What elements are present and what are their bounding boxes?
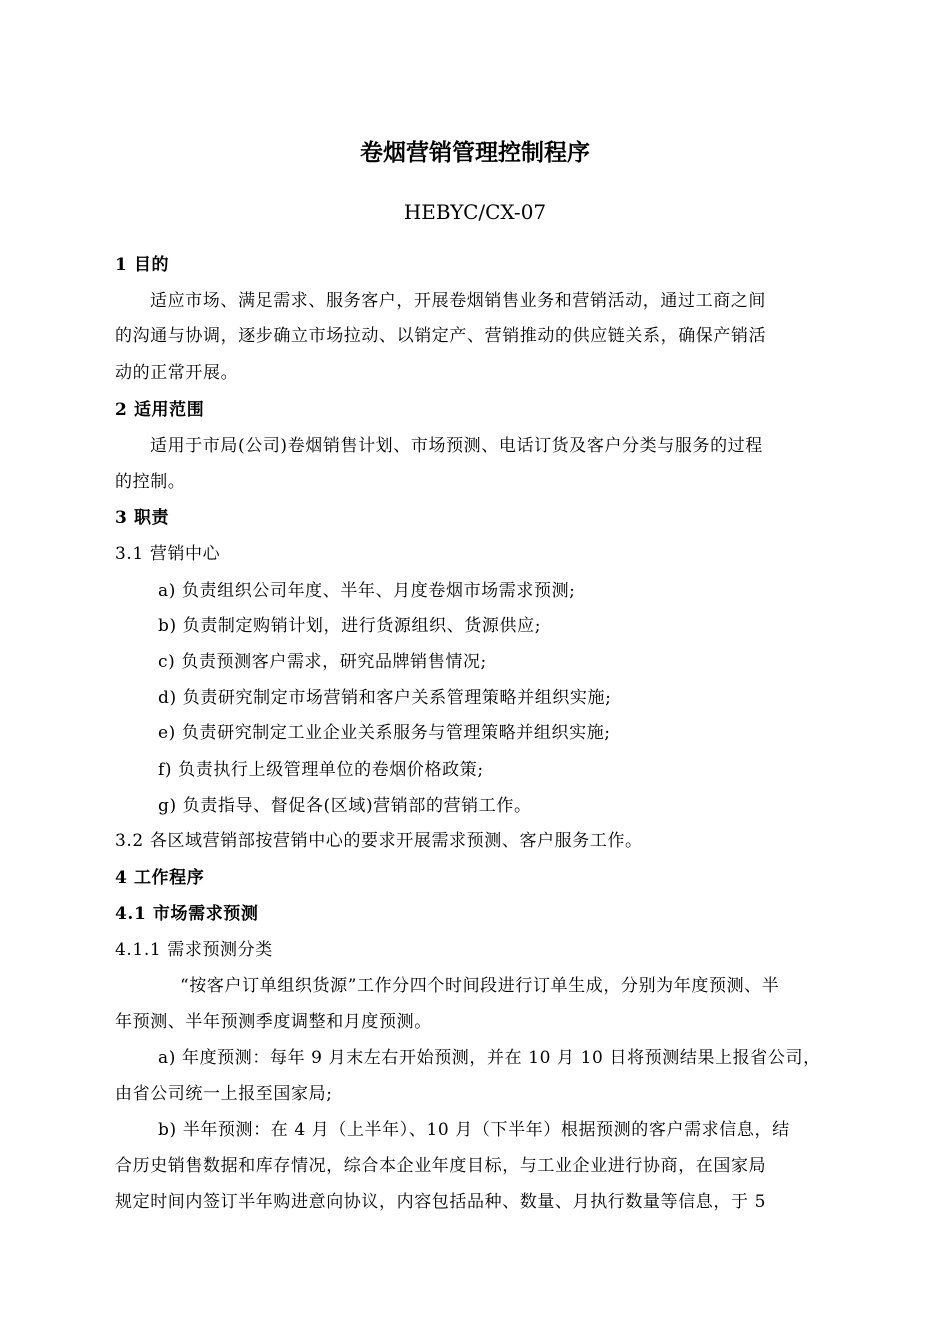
section-heading-2: 2 适用范围	[115, 400, 205, 420]
subsection-heading: 4.1 市场需求预测	[115, 904, 259, 924]
list-item: c) 负责预测客户需求，研究品牌销售情况;	[158, 652, 487, 672]
paragraph-line: 的控制。	[115, 472, 186, 492]
paragraph-line: 动的正常开展。	[115, 363, 239, 383]
list-item: d) 负责研究制定市场营销和客户关系管理策略并组织实施;	[158, 688, 612, 708]
section-heading-1: 1 目的	[115, 255, 170, 275]
paragraph-line: a) 年度预测：每年 9 月末左右开始预测，并在 10 月 10 日将预测结果上报省公司，	[158, 1048, 821, 1068]
list-item: e) 负责研究制定工业企业关系服务与管理策略并组织实施;	[158, 723, 611, 743]
paragraph-line: 合历史销售数据和库存情况，综合本企业年度目标，与工业企业进行协商，在国家局	[115, 1156, 767, 1176]
document-title: 卷烟营销管理控制程序	[360, 139, 590, 166]
paragraph-line: 适应市场、满足需求、服务客户，开展卷烟销售业务和营销活动，通过工商之间	[150, 291, 766, 311]
paragraph-line: b) 半年预测：在 4 月（上半年）、10 月（下半年）根据预测的客户需求信息，结	[158, 1120, 790, 1140]
subsection-heading: 3.2 各区域营销部按营销中心的要求开展需求预测、客户服务工作。	[115, 831, 643, 851]
paragraph-line: 规定时间内签订半年购进意向协议，内容包括品种、数量、月执行数量等信息，于 5	[115, 1192, 767, 1212]
list-item: b) 负责制定购销计划，进行货源组织、货源供应;	[158, 616, 542, 636]
paragraph-line: 由省公司统一上报至国家局;	[115, 1084, 333, 1104]
section-heading-3: 3 职责	[115, 508, 170, 528]
section-heading-4: 4 工作程序	[115, 868, 205, 888]
list-item: g) 负责指导、督促各(区域)营销部的营销工作。	[158, 796, 532, 816]
paragraph-line: 年预测、半年预测季度调整和月度预测。	[115, 1012, 432, 1032]
paragraph-line: “按客户订单组织货源”工作分四个时间段进行订单生成，分别为年度预测、半	[180, 976, 780, 996]
subsection-heading: 3.1 营销中心	[115, 544, 221, 564]
subsection-heading: 4.1.1 需求预测分类	[115, 940, 273, 960]
document-code: HEBYC/CX-07	[403, 200, 547, 224]
list-item: a) 负责组织公司年度、半年、月度卷烟市场需求预测;	[158, 581, 576, 601]
paragraph-line: 适用于市局(公司)卷烟销售计划、市场预测、电话订货及客户分类与服务的过程	[150, 436, 763, 456]
list-item: f) 负责执行上级管理单位的卷烟价格政策;	[158, 760, 484, 780]
paragraph-line: 的沟通与协调，逐步确立市场拉动、以销定产、营销推动的供应链关系，确保产销活	[115, 326, 767, 346]
